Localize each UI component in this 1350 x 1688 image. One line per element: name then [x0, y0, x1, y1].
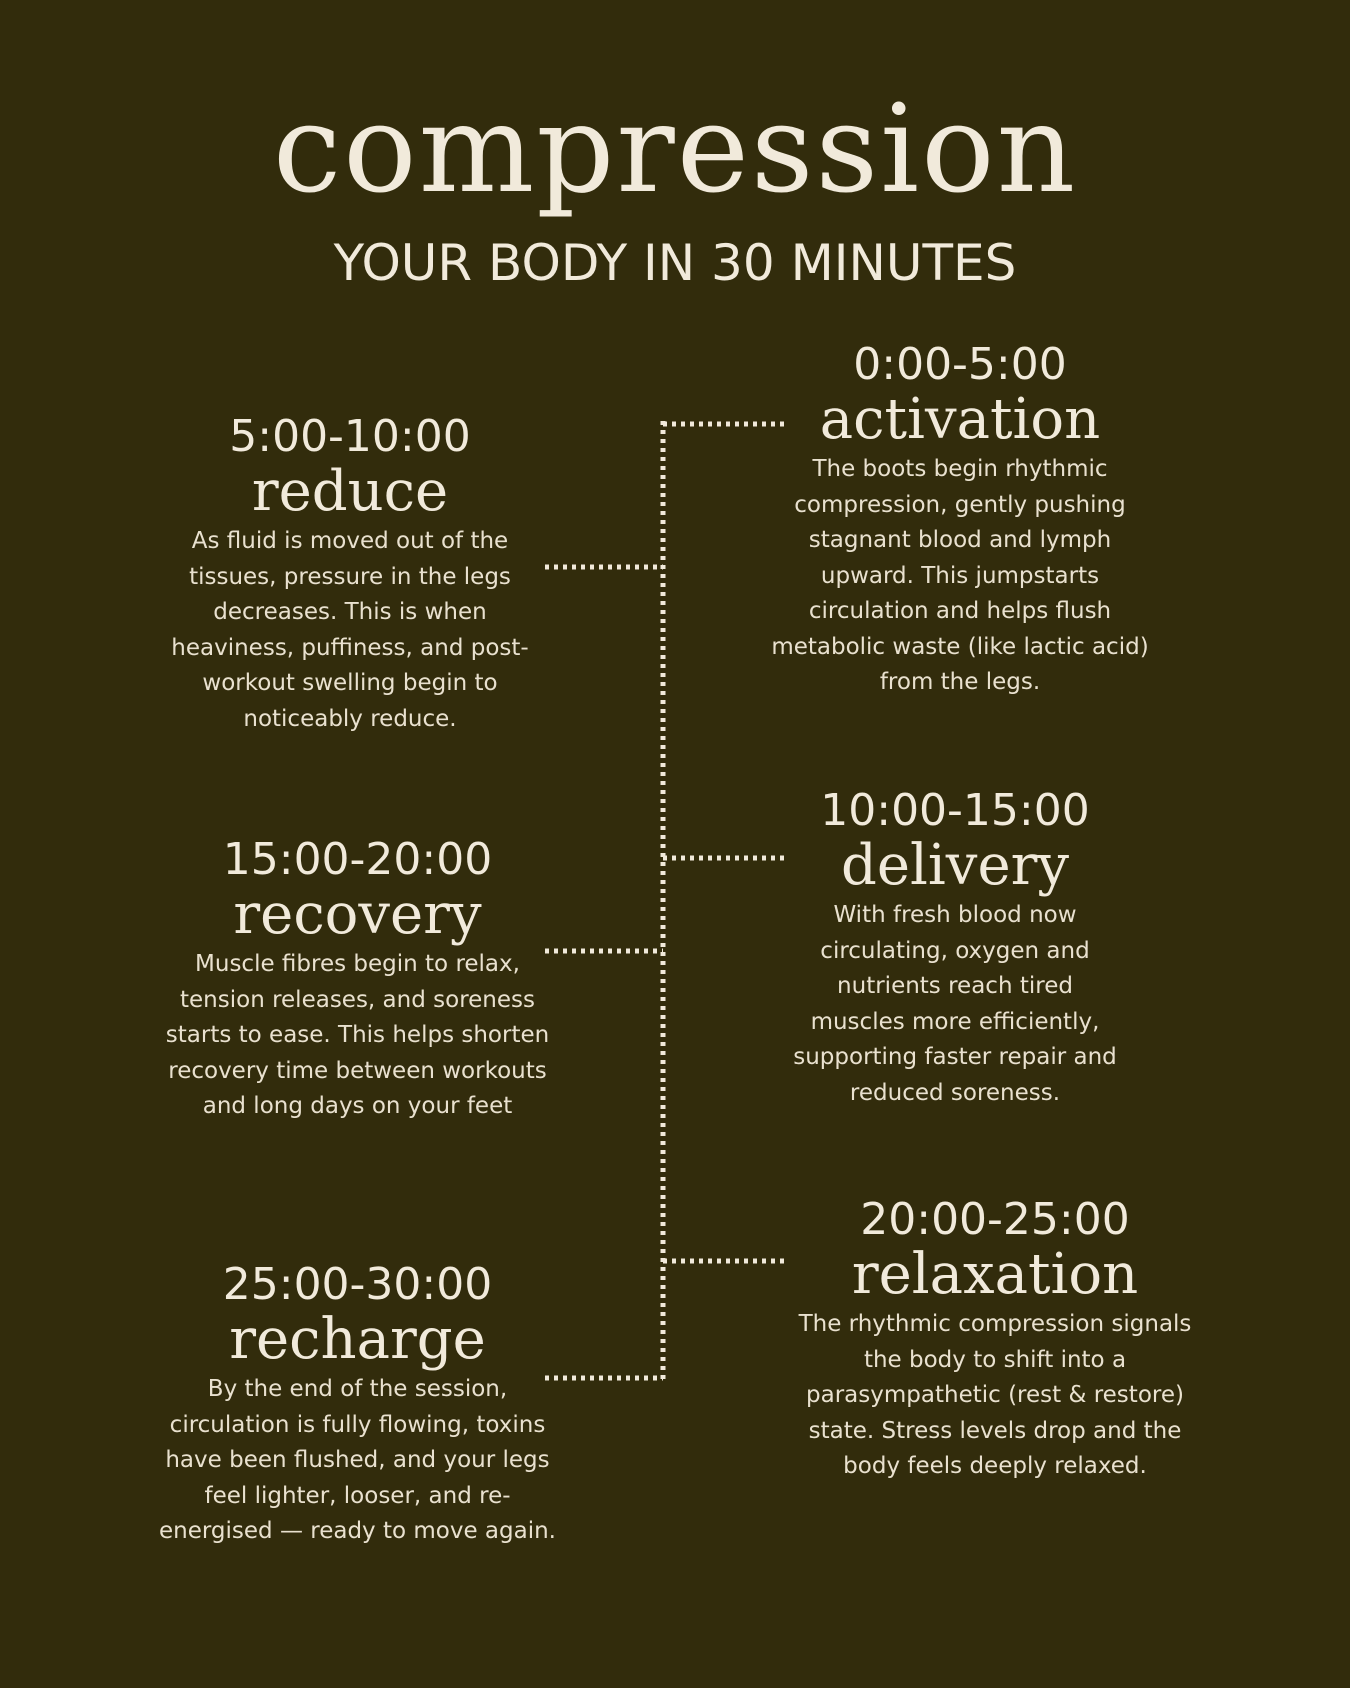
- phase-recharge: [150, 1260, 565, 1550]
- phase-name: recharge: [229, 1307, 486, 1372]
- phase-name: relaxation: [851, 1242, 1139, 1307]
- phase-time: 0:00-5:00: [853, 339, 1067, 390]
- phase-recovery: [150, 835, 565, 1125]
- phase-name: activation: [819, 387, 1101, 452]
- phase-description: Muscle fibres begin to relax, tension releases, and soreness starts to ease. This helps shorten recovery time between workouts and long days on your feet: [165, 951, 550, 1119]
- phase-description: The boots begin rhythmic compression, gently pushing stagnant blood and lymph upward. This jumpstarts circulation and helps flush metabolic waste (like lactic acid) from the legs.: [771, 456, 1149, 695]
- phase-reduce: [150, 412, 550, 737]
- phase-description: With fresh blood now circulating, oxygen and nutrients reach tired muscles more efficiently, supporting faster repair and reduced soreness.: [793, 902, 1117, 1106]
- phase-time: 20:00-25:00: [860, 1194, 1130, 1245]
- phase-time: 25:00-30:00: [222, 1259, 493, 1310]
- page-subtitle: YOUR BODY IN 30 MINUTES: [333, 234, 1017, 292]
- phase-name: delivery: [841, 833, 1069, 898]
- phase-time: 15:00-20:00: [222, 834, 493, 885]
- phase-description: As fluid is moved out of the tissues, pressure in the legs decreases. This is when heaviness, puffiness, and post-workout swelling begin to noticeably reduce.: [171, 528, 529, 732]
- page-title: compression: [272, 78, 1078, 220]
- phase-delivery: [790, 786, 1120, 1111]
- phase-name: recovery: [233, 882, 482, 947]
- phase-description: By the end of the session, circulation is fully flowing, toxins have been flushed, and your legs feel lighter, looser, and re-energised — ready to move again.: [158, 1376, 556, 1544]
- phase-name: reduce: [251, 459, 449, 524]
- phase-time: 5:00-10:00: [229, 411, 471, 462]
- phase-relaxation: [785, 1195, 1205, 1485]
- phase-activation: [770, 340, 1150, 701]
- phase-description: The rhythmic compression signals the body to shift into a parasympathetic (rest & restore) state. Stress levels drop and the body feels deeply relaxed.: [798, 1311, 1192, 1479]
- phase-time: 10:00-15:00: [820, 785, 1090, 836]
